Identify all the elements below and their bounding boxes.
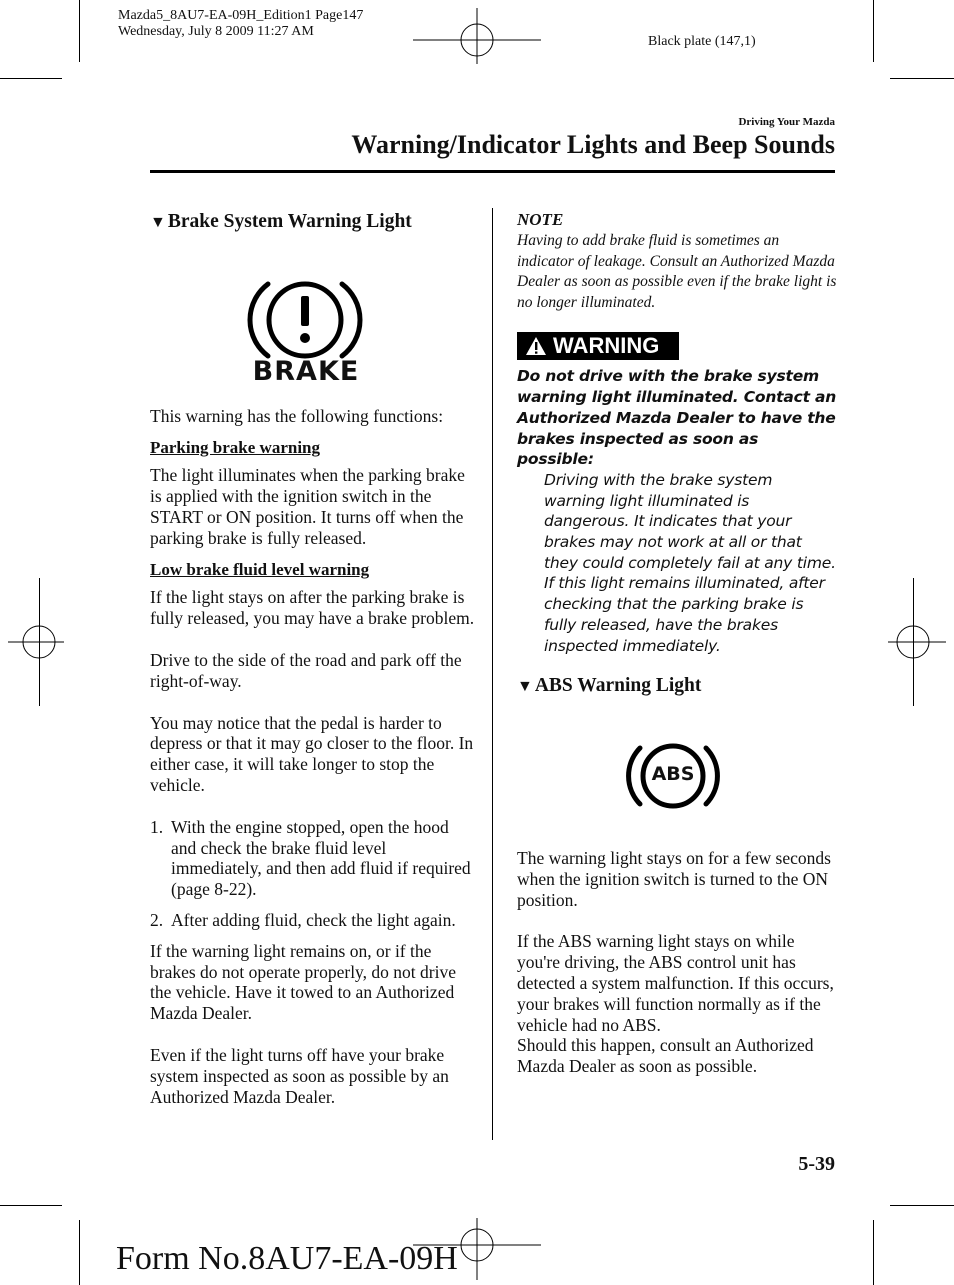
brake-warning-light-graphic: [150, 234, 475, 406]
pedal-text: You may notice that the pedal is harder to depress or that it may go closer to the floor. In either case, it will take longer to stop the vehicle.: [150, 712, 474, 795]
abs-ignition-text: The warning light stays on for a few seconds when the ignition switch is turned to the ON position.: [517, 848, 831, 910]
list-item: 2. After adding fluid, check the light again.: [150, 909, 456, 930]
low-fluid-text: If the light stays on after the parking brake is fully released, you may have a brake problem.: [150, 587, 475, 629]
parking-brake-subheading: Parking brake warning: [150, 437, 321, 457]
column-divider: [492, 208, 493, 1140]
black-plate-label: Black plate (147,1): [648, 34, 756, 49]
steps-list: [150, 817, 475, 931]
right-column: [517, 210, 837, 1077]
meta-line-2: Wednesday, July 8 2009 11:27 AM: [118, 24, 314, 39]
meta-line-1: Mazda5_8AU7-EA-09H_Edition1 Page147: [118, 8, 364, 23]
abs-malfunction-text: If the ABS warning light stays on while you're driving, the ABS control unit has detected a system malfunction. If this occurs, your brakes will function normally as if the vehicle had no ABS.: [517, 931, 834, 1035]
warning-triangle-icon: [525, 336, 547, 356]
warning-badge: WARNING: [517, 332, 679, 360]
brake-intro: This warning has the following functions:: [150, 405, 444, 426]
warning-body-text: Driving with the brake system warning light illuminated is dangerous. It indicates that your brakes may not work at all or that they could completely fail at any time. If this light remains illuminated, after checking that the parking brake is fully released, have the brakes inspected immediately.: [544, 470, 836, 655]
page-number: 5-39: [798, 1153, 835, 1175]
note-text: Having to add brake fluid is sometimes an indicator of leakage. Consult an Authorized Mazda Dealer as soon as possible even if the brake light is no longer illuminated.: [517, 231, 837, 311]
brake-icon-text: BRAKE: [252, 355, 360, 387]
brake-section-heading: ▼ Brake System Warning Light: [150, 211, 412, 232]
warning-box: [517, 332, 837, 657]
form-number: Form No.8AU7-EA-09H: [116, 1240, 458, 1277]
warning-bold-text: Do not drive with the brake system warning light illuminated. Contact an Authorized Mazda Dealer to have the brakes inspected as soon as possible:: [517, 367, 837, 469]
list-item: 1. With the engine stopped, open the hood and check the brake fluid level immediately, and then add fluid if required (page 8-22).: [150, 816, 471, 900]
note-heading: NOTE: [517, 210, 564, 229]
section-name: Driving Your Mazda: [738, 116, 835, 128]
abs-section-heading: ▼ ABS Warning Light: [517, 675, 702, 697]
abs-icon-text: ABS: [651, 763, 695, 786]
remains-on-text: If the warning light remains on, or if the brakes do not operate properly, do not drive the vehicle. Have it towed to an Authorized Mazda Dealer.: [150, 940, 456, 1024]
parking-brake-text: The light illuminates when the parking brake is applied with the ignition switch in the START or ON position. It turns off when the parking brake is fully released.: [150, 465, 465, 548]
page-title: Warning/Indicator Lights and Beep Sounds: [351, 130, 835, 159]
left-column: [150, 212, 475, 1107]
drive-aside-text: Drive to the side of the road and park off the right-of-way.: [150, 649, 462, 691]
abs-warning-light-graphic: [517, 698, 837, 848]
triangle-down-icon: ▼: [150, 214, 166, 231]
title-rule: [150, 170, 835, 173]
turns-off-text: Even if the light turns off have your brake system inspected as soon as possible by an Authorized Mazda Dealer.: [150, 1044, 449, 1107]
abs-consult-text: Should this happen, consult an Authorized Mazda Dealer as soon as possible.: [517, 1035, 814, 1077]
low-fluid-subheading: Low brake fluid level warning: [150, 559, 370, 579]
print-meta: [118, 8, 363, 40]
triangle-down-icon: ▼: [517, 678, 533, 696]
